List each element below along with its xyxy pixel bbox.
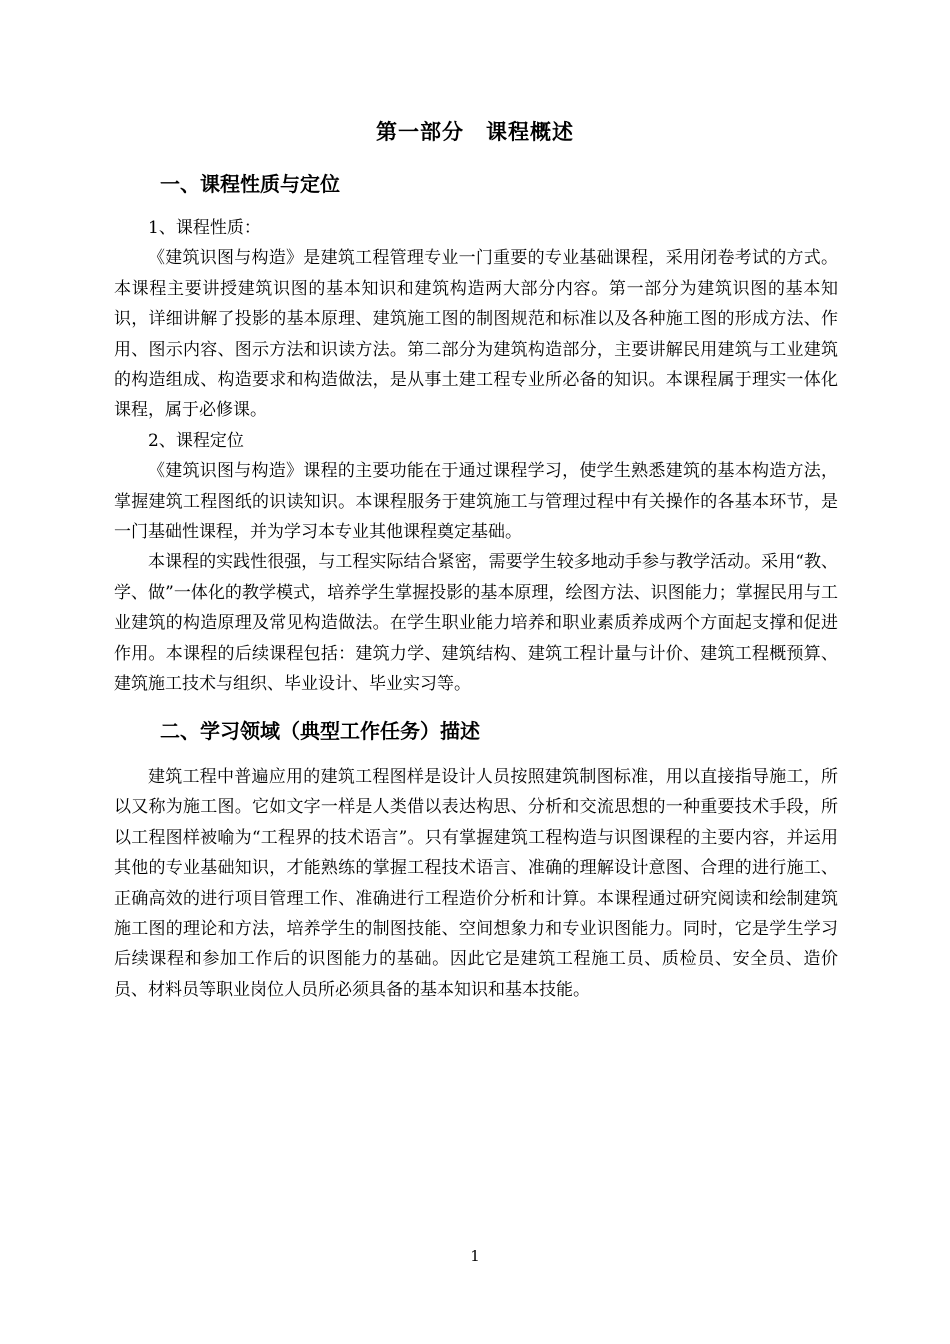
subheading-course-nature: 1、课程性质： — [148, 218, 261, 238]
subheading-course-positioning: 2、课程定位 — [148, 430, 244, 451]
page-number: 1 — [470, 1247, 480, 1265]
paragraph: 本课程的实践性很强，与工程实际结合紧密，需要学生较多地动手参与教学活动。采用“教、学、做”一体化的教学模式，培养学生掌握投影的基本原理，绘图方法、识图能力；掌握民用与工业建筑的构造原理及常见构造做法。在学生职业能力培养和职业素质养成两个方面起支撑和促进作用。本课程的后续课程包括：建筑力学、建筑结构、建筑工程计量与计价、建筑工程概预算、建筑施工技术与组织、毕业设计、毕业实习等。 — [114, 552, 838, 695]
section-heading-learning-domain: 二、学习领域（典型工作任务）描述 — [160, 719, 480, 743]
section-heading-course-nature: 一、课程性质与定位 — [160, 172, 340, 196]
paragraph: 《建筑识图与构造》课程的主要功能在于通过课程学习，使学生熟悉建筑的基本构造方法，掌握建筑工程图纸的识读知识。本课程服务于建筑施工与管理过程中有关操作的各基本环节，是一门基础性课程，并为学习本专业其他课程奠定基础。 — [114, 461, 838, 543]
paragraph: 建筑工程中普遍应用的建筑工程图样是设计人员按照建筑制图标准，用以直接指导施工，所以又称为施工图。它如文字一样是人类借以表达构思、分析和交流思想的一种重要技术手段，所以工程图样被喻为“工程界的技术语言”。只有掌握建筑工程构造与识图课程的主要内容，并运用其他的专业基础知识，才能熟练的掌握工程技术语言、准确的理解设计意图、合理的进行施工、正确高效的进行项目管理工作、准确进行工程造价分析和计算。本课程通过研究阅读和绘制建筑施工图的理论和方法，培养学生的制图技能、空间想象力和专业识图能力。同时，它是学生学习后续课程和参加工作后的识图能力的基础。因此它是建筑工程施工员、质检员、安全员、造价员、材料员等职业岗位人员所必须具备的基本知识和基本技能。 — [114, 767, 838, 1000]
section-body-learning-domain — [114, 762, 838, 1005]
paragraph: 《建筑识图与构造》是建筑工程管理专业一门重要的专业基础课程，采用闭卷考试的方式。本课程主要讲授建筑识图的基本知识和建筑构造两大部分内容。第一部分为建筑识图的基本知识，详细讲解了投影的基本原理、建筑施工图的制图规范和标准以及各种施工图的形成方法、作用、图示内容、图示方法和识读方法。第二部分为建筑构造部分，主要讲解民用建筑与工业建筑的构造组成、构造要求和构造做法，是从事土建工程专业所必备的知识。本课程属于理实一体化课程，属于必修课。 — [114, 248, 838, 421]
section-body-course-nature — [114, 213, 838, 700]
part-title: 第一部分 课程概述 — [376, 120, 574, 144]
